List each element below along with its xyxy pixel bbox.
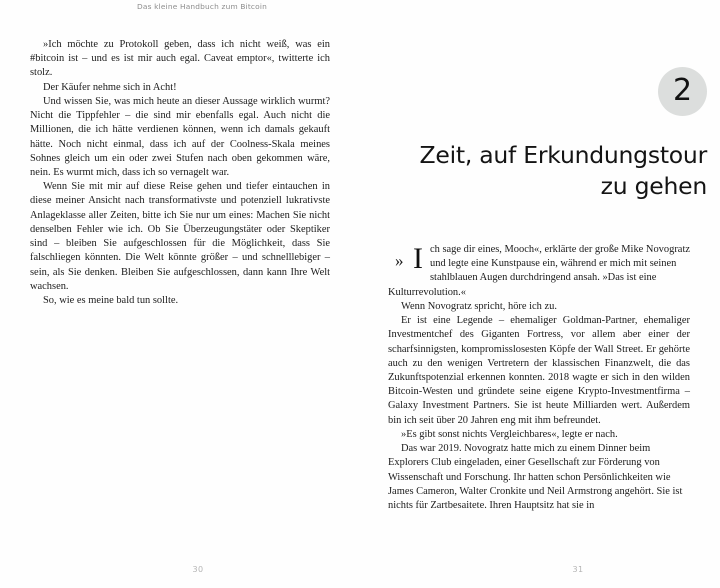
page-number-right: 31 bbox=[572, 565, 584, 574]
paragraph: ch sage dir eines, Mooch«, erklärte der große Mike Novogratz und legte eine Kunstpause ein, während er mich mit seinen stahlblauen Augen durchdringend ansah. »Das ist eine Kulturrevolution.« bbox=[388, 244, 690, 298]
chapter-opening bbox=[388, 243, 690, 300]
chapter-title-line-2: zu gehen bbox=[600, 172, 707, 200]
chapter-title-line-1: Zeit, auf Erkundungstour bbox=[419, 141, 707, 169]
running-head: Das kleine Handbuch zum Bitcoin bbox=[137, 2, 267, 11]
paragraph: »Es gibt sonst nichts Vergleichbares«, legte er nach. bbox=[401, 428, 618, 440]
page-number-left: 30 bbox=[192, 565, 204, 574]
paragraph: So, wie es meine bald tun sollte. bbox=[43, 294, 179, 306]
paragraph: Und wissen Sie, was mich heute an dieser Aussage wirklich wurmt? Nicht die Tippfehler – die sind mir ebenfalls egal. Auch nicht die Millionen, die ich hätte verdienen können, wenn ich damals gekauft hätte. Noch nicht einmal, dass ich auf der Coolness-Skala meines Sohnes gleich um ein oder zwei Stufen nach oben gekommen wäre, nein. Es wurmt mich, dass ich so vernagelt war. bbox=[30, 95, 330, 178]
paragraph: Das war 2019. Novogratz hatte mich zu einem Dinner beim Explorers Club eingeladen, einer Gesellschaft zur Förderung von Wissenschaft und Forschung. Ihr hatten schon Persönlichkeiten wie James Cameron, Walter Cronkite und Neil Armstrong angehört. Sie ist nichts für Zartbesaitete. Ihren Hauptsitz hat sie in bbox=[388, 443, 683, 511]
paragraph: Wenn Sie mit mir auf diese Reise gehen und tiefer eintauchen in diese meiner Ansicht nach transformativste und potenziell lukrativste Anlageklasse aller Zeiten, bitte ich Sie nur um eines: Machen Sie nicht denselben Fehler wie ich. Ob Sie Überzeugungstäter oder Skeptiker sind – bleiben Sie aufgeschlossen für die Möglichkeit, dass Sie falschliegen könnten. Die Welt könnte größer – und schnelllebiger – sein, als Sie denken. Bleiben Sie aufgeschlossen, dann kann Ihre Welt wachsen. bbox=[30, 181, 330, 292]
paragraph: »Ich möchte zu Protokoll geben, dass ich nicht weiß, was ein #bitcoin ist – und es ist mir auch egal. Caveat emptor«, twitterte ich stolz. bbox=[30, 39, 330, 79]
right-page-body-text bbox=[388, 243, 690, 513]
right-page bbox=[360, 0, 720, 588]
chapter-number-badge bbox=[658, 67, 707, 116]
chapter-number: 2 bbox=[672, 72, 693, 108]
left-page-body-text bbox=[30, 38, 330, 308]
drop-cap: I bbox=[413, 242, 423, 275]
paragraph: Wenn Novogratz spricht, höre ich zu. bbox=[401, 300, 557, 312]
chapter-title bbox=[384, 140, 707, 202]
paragraph: Er ist eine Legende – ehemaliger Goldman-Partner, ehemaliger Investmentchef des Giganten Fortress, vor allem aber einer der scharfsinnigsten, kompromisslosesten Köpfe der Wall Street. Er gehörte auch zu den wenigen Vertretern der klassischen Finanzwelt, die das Zukunftspotenzial erkennen konnten. 2018 wagte er sich in den wilden Bitcoin-Westen und gründete seine eigene Krypto-Investmentfirma – Galaxy Investment Partners. Sie ist heute Milliarden wert. Außerdem bin ich seit über 20 Jahren eng mit ihm befreundet. bbox=[388, 315, 690, 426]
paragraph: Der Käufer nehme sich in Acht! bbox=[43, 81, 177, 93]
opening-guillemet: » bbox=[395, 251, 404, 270]
